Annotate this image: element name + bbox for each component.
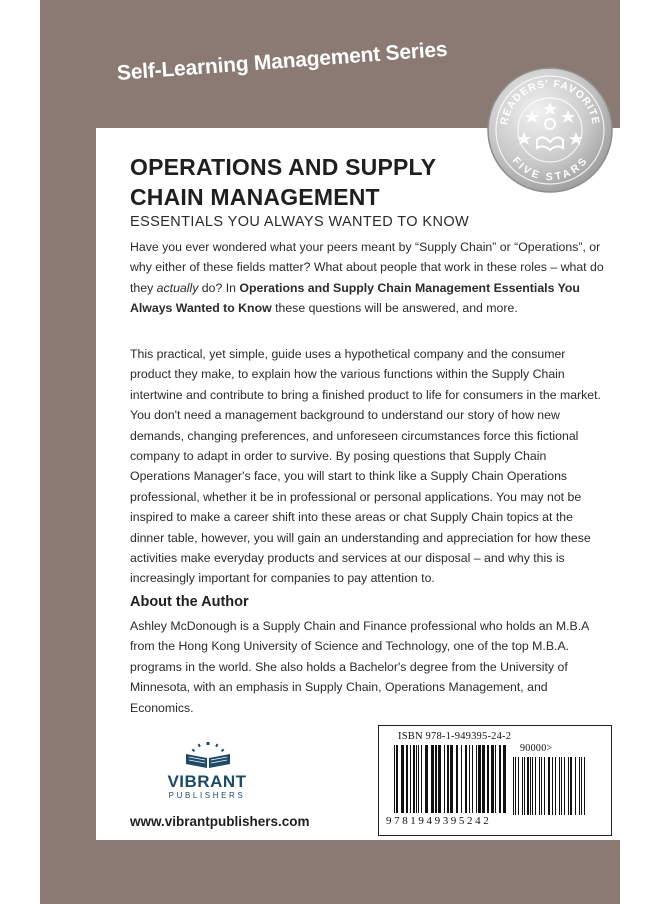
barcode-bar <box>418 745 419 813</box>
title-line-2: CHAIN MANAGEMENT <box>130 184 380 210</box>
barcode-bar <box>487 745 489 813</box>
barcode-bar <box>584 757 585 815</box>
barcode-bar <box>465 745 467 813</box>
barcode-bar <box>482 745 485 813</box>
barcode-bar <box>564 757 565 815</box>
barcode-icon <box>394 745 506 815</box>
about-author-text: Ashley McDonough is a Supply Chain and Finance professional who holds an M.B.A from the Hong Kong University of Science and Technology, one of the top M.B.A. programs in the world. She also holds a Bachelor's degree from the University of Minnesota, with an emphasis in Supply Chain, Operations Management, and Economics. <box>130 619 589 715</box>
open-book-icon <box>178 740 238 770</box>
intro-book-title: Operations and Supply Chain Management Essentials You Always Wanted to Know <box>130 280 580 316</box>
barcode-bar <box>527 757 529 815</box>
intro-text: Have you ever wondered what your peers meant by “Supply Chain” or “Operations”, or why either of these fields matter? What about people that work in these roles – what do they <box>130 240 604 295</box>
barcode-bar <box>450 745 453 813</box>
barcode-bar <box>396 745 398 813</box>
about-author-heading: About the Author <box>130 594 249 610</box>
intro-emphasis: actually <box>156 280 199 295</box>
barcode-bar <box>539 757 540 815</box>
publisher-name: VIBRANT <box>167 772 247 791</box>
barcode-bar <box>518 757 519 815</box>
barcode-bar <box>535 757 536 815</box>
title-line-1: OPERATIONS AND SUPPLY <box>130 154 437 180</box>
barcode-bar <box>570 757 572 815</box>
barcode-bar <box>561 757 562 815</box>
barcode-bar <box>515 757 516 815</box>
barcode-bar <box>568 757 569 815</box>
barcode-bar <box>431 745 434 813</box>
barcode-bar <box>503 745 506 813</box>
barcode-bar <box>541 757 542 815</box>
intro-paragraph <box>130 237 608 319</box>
barcode-bar <box>575 757 576 815</box>
barcode-bar <box>438 745 441 813</box>
barcode-bar <box>581 757 582 815</box>
barcode-bar <box>532 757 533 815</box>
price-code: 90000> <box>520 743 553 754</box>
barcode-bar <box>413 745 415 813</box>
barcode-bar <box>522 757 523 815</box>
barcode-bar <box>579 757 580 815</box>
barcode-bar <box>478 745 481 813</box>
body-paragraph: This practical, yet simple, guide uses a hypothetical company and the consumer product they make, to explain how the various functions within the Supply Chain intertwine and contribute to bring a finished product to life for consumers in the market. You don't need a management background to understand our story of how new demands, changing preferences, and unforeseen circumstances force this fictional company to adapt in order to survive. By posing questions that Supply Chain Operations Manager's face, you will start to think like a Supply Chain Operations professional, whether it be in professional or personal applications. You may not be inspired to make a career shift into these areas or chat Supply Chain topics at the dinner table, however, you will gain an understanding and appreciation for how these activities make everyday products and services at our disposal – and why this is increasingly important for companies to pay attention to. <box>130 347 601 586</box>
barcode-bar <box>394 745 395 813</box>
book-subtitle: ESSENTIALS YOU ALWAYS WANTED TO KNOW <box>130 214 470 230</box>
publisher-url[interactable]: www.vibrantpublishers.com <box>130 814 310 829</box>
barcode-bar <box>425 745 428 813</box>
barcode-bar <box>444 745 445 813</box>
barcode-bar <box>456 745 458 813</box>
barcode-digits: 9781949395242 <box>386 815 492 827</box>
barcode-bar <box>548 757 550 815</box>
barcode-bar <box>416 745 417 813</box>
barcode-bar <box>491 745 494 813</box>
barcode-bar <box>544 757 545 815</box>
barcode-bar <box>472 745 473 813</box>
barcode-bar <box>476 745 477 813</box>
barcode-bar <box>469 745 470 813</box>
barcode-bar <box>461 745 462 813</box>
badge-top-text: READERS' FAVORITE <box>498 77 602 126</box>
barcode-bar <box>559 757 560 815</box>
barcode-bar <box>555 757 556 815</box>
barcode-bar <box>435 745 437 813</box>
barcode-bar <box>421 745 422 813</box>
intro-text-3: these questions will be answered, and more. <box>271 301 518 316</box>
barcode-addon-icon <box>513 757 589 827</box>
barcode-bar <box>499 745 501 813</box>
book-title <box>130 152 550 212</box>
barcode-bar <box>410 745 411 813</box>
barcode-bar <box>495 745 496 813</box>
barcode-bar <box>406 745 408 813</box>
barcode-bar <box>530 757 531 815</box>
barcode-bar <box>401 745 404 813</box>
barcode-bar <box>447 745 449 813</box>
publisher-subtitle: PUBLISHERS <box>168 791 246 800</box>
badge-bottom-text: FIVE STARS <box>509 154 591 184</box>
intro-text-2: do? In <box>198 280 240 295</box>
series-title: Self-Learning Management Series <box>116 37 449 86</box>
barcode-bar <box>552 757 553 815</box>
barcode-bar <box>513 757 514 815</box>
isbn-label: ISBN 978-1-949395-24-2 <box>398 731 512 742</box>
barcode-bar <box>524 757 525 815</box>
